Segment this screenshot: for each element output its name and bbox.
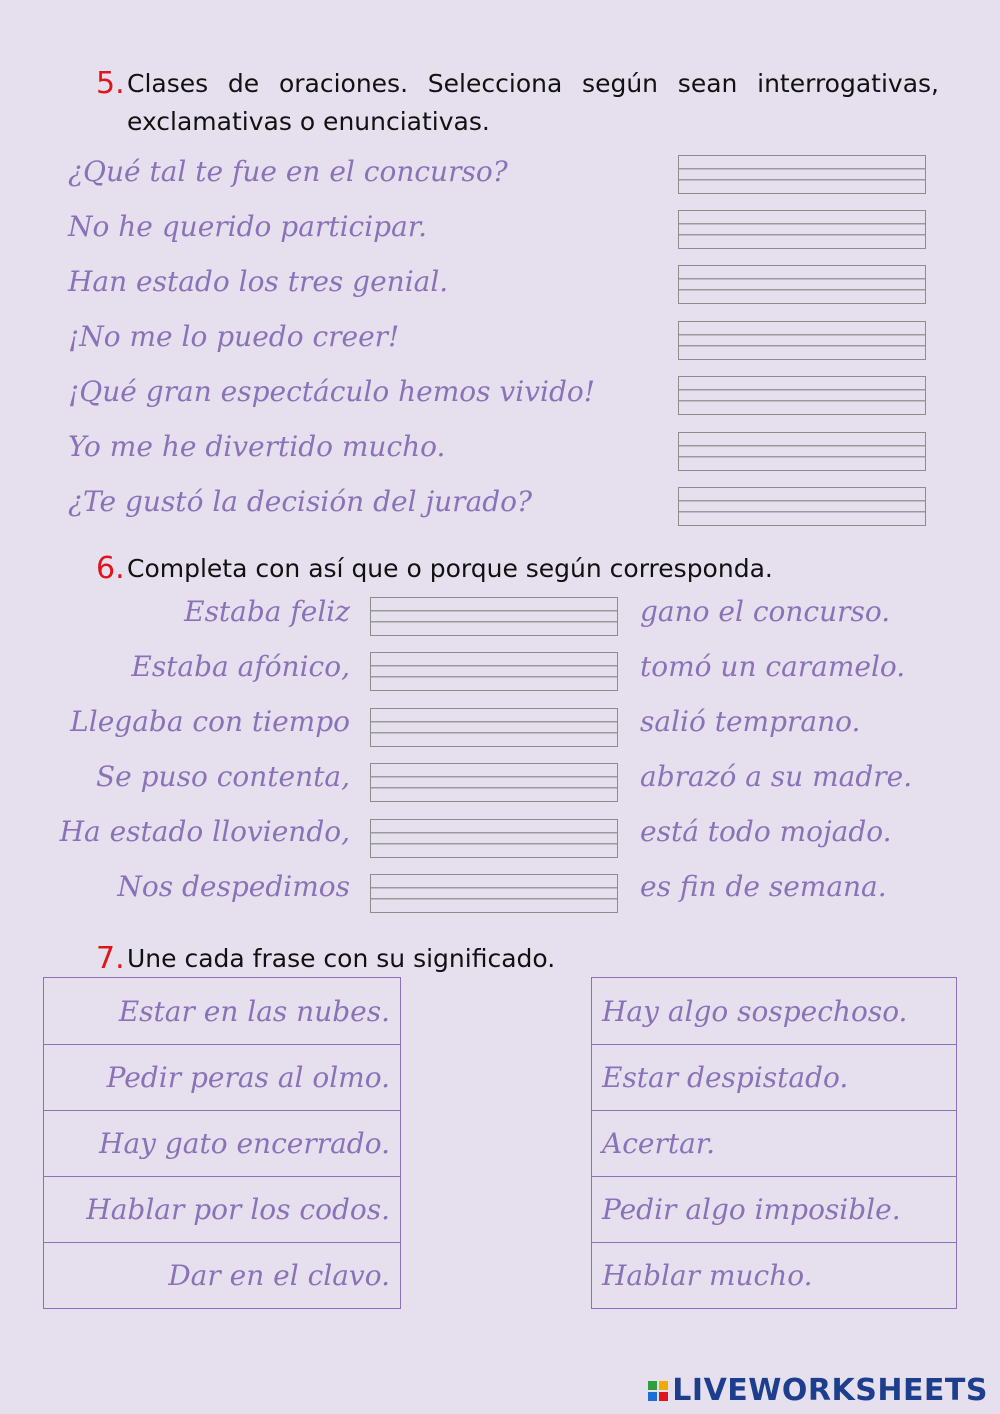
completion-1-start: Estaba feliz (184, 595, 350, 628)
completion-5-end: está todo mojado. (640, 815, 892, 848)
meaning-text: Acertar. (602, 1127, 716, 1160)
sentence-4-answer-box[interactable] (678, 321, 926, 360)
logo-squares-icon (648, 1381, 668, 1401)
phrases-table (43, 977, 401, 1309)
phrase-text: Pedir peras al olmo. (106, 1061, 390, 1094)
exercise-7-instruction: Une cada frase con su significado. (127, 944, 556, 973)
meaning-cell[interactable] (592, 1110, 956, 1176)
meaning-cell[interactable] (592, 978, 956, 1044)
exercise-6-instruction: Completa con así que o porque según corresponda. (127, 554, 773, 583)
sentence-7: ¿Te gustó la decisión del jurado? (68, 485, 533, 518)
meanings-table (591, 977, 957, 1309)
phrase-cell[interactable] (44, 978, 400, 1044)
completion-3-answer-box[interactable] (370, 708, 618, 747)
completion-4-answer-box[interactable] (370, 763, 618, 802)
phrase-cell[interactable] (44, 1242, 400, 1308)
exercise-6-number: 6. (96, 551, 125, 586)
exercise-5-number: 5. (96, 66, 125, 101)
liveworksheets-logo (648, 1373, 988, 1408)
completion-2-answer-box[interactable] (370, 652, 618, 691)
completion-6-answer-box[interactable] (370, 874, 618, 913)
sentence-5: ¡Qué gran espectáculo hemos vivido! (68, 375, 595, 408)
completion-4-start: Se puso contenta, (95, 760, 350, 793)
exercise-7-number: 7. (96, 941, 125, 976)
phrase-text: Dar en el clavo. (168, 1259, 390, 1292)
completion-3-start: Llegaba con tiempo (70, 705, 350, 738)
meaning-text: Pedir algo imposible. (602, 1193, 901, 1226)
completion-5-answer-box[interactable] (370, 819, 618, 858)
sentence-2: No he querido participar. (68, 210, 427, 243)
meaning-text: Hay algo sospechoso. (602, 994, 908, 1028)
exercise-5-instruction: Clases de oraciones. Selecciona según sean interrogativas, (127, 69, 939, 98)
meaning-cell[interactable] (592, 1242, 956, 1308)
sentence-5-answer-box[interactable] (678, 376, 926, 415)
meaning-text: Hablar mucho. (602, 1259, 813, 1292)
meaning-cell[interactable] (592, 1044, 956, 1110)
completion-1-end: gano el concurso. (640, 595, 891, 628)
completion-4-end: abrazó a su madre. (640, 760, 913, 793)
sentence-6-answer-box[interactable] (678, 432, 926, 471)
meaning-text: Estar despistado. (602, 1061, 849, 1094)
sentence-1: ¿Qué tal te fue en el concurso? (68, 155, 508, 188)
sentence-2-answer-box[interactable] (678, 210, 926, 249)
completion-1-answer-box[interactable] (370, 597, 618, 636)
meaning-cell[interactable] (592, 1176, 956, 1242)
sentence-1-answer-box[interactable] (678, 155, 926, 194)
completion-2-end: tomó un caramelo. (640, 650, 906, 683)
logo-text: LIVEWORKSHEETS (672, 1373, 988, 1408)
completion-6-end: es fin de semana. (640, 870, 887, 903)
phrase-cell[interactable] (44, 1176, 400, 1242)
phrase-cell[interactable] (44, 1110, 400, 1176)
phrase-text: Hablar por los codos. (86, 1193, 390, 1226)
phrase-cell[interactable] (44, 1044, 400, 1110)
phrase-text: Hay gato encerrado. (99, 1127, 390, 1160)
phrase-text: Estar en las nubes. (118, 994, 390, 1028)
completion-2-start: Estaba afónico, (131, 650, 350, 683)
sentence-3-answer-box[interactable] (678, 265, 926, 304)
sentence-6: Yo me he divertido mucho. (68, 430, 446, 463)
sentence-4: ¡No me lo puedo creer! (68, 320, 400, 353)
exercise-5-instruction-cont: exclamativas o enunciativas. (127, 107, 490, 136)
completion-6-start: Nos despedimos (117, 870, 350, 903)
completion-3-end: salió temprano. (640, 705, 861, 738)
sentence-3: Han estado los tres genial. (68, 265, 449, 298)
completion-5-start: Ha estado lloviendo, (59, 815, 350, 848)
sentence-7-answer-box[interactable] (678, 487, 926, 526)
